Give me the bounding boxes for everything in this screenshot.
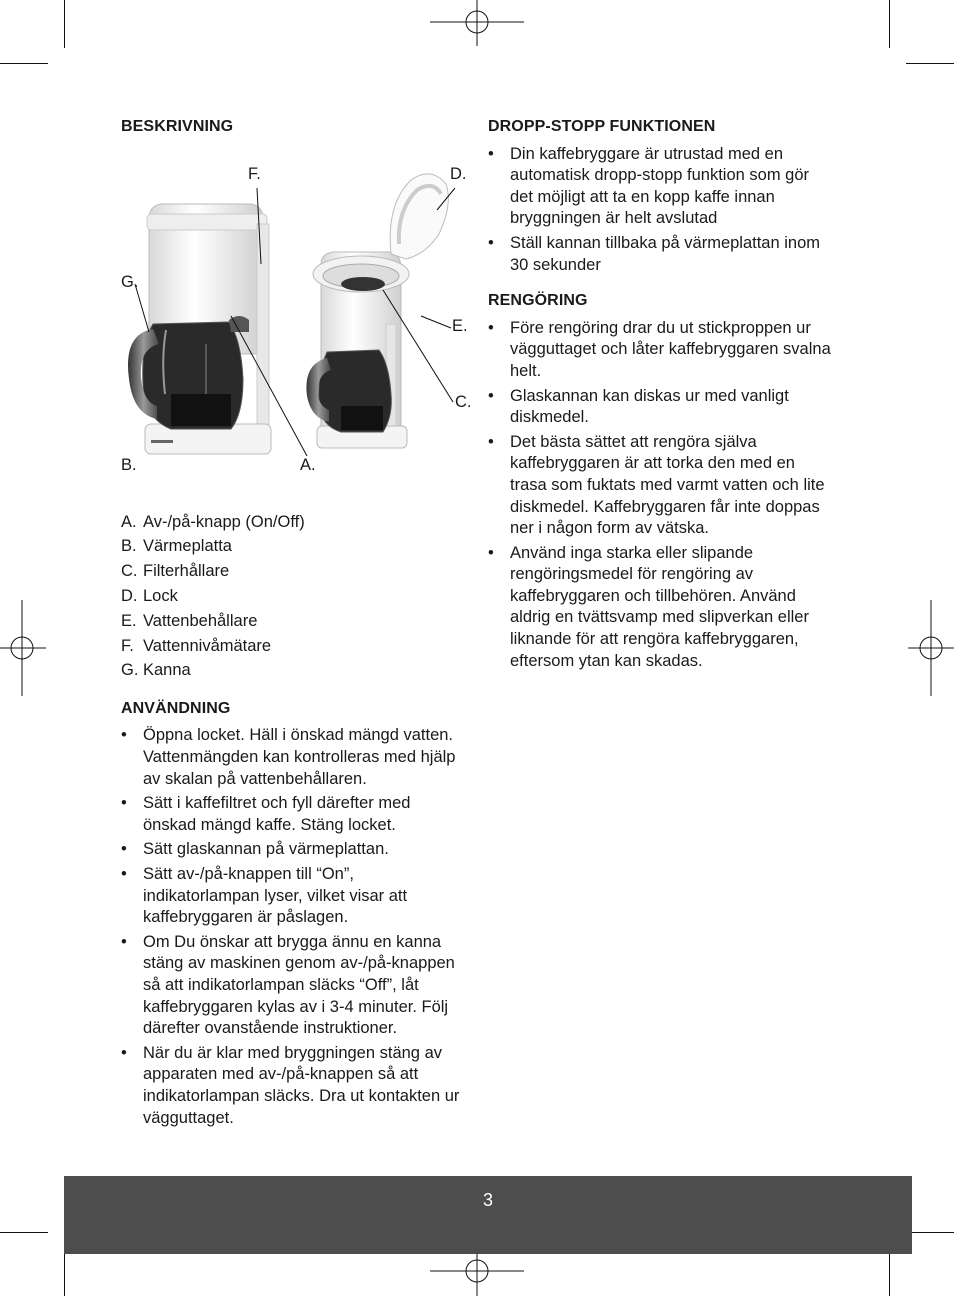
list-item: • Det bästa sättet att rengöra själva kaffebryggaren är att torka den med en trasa som fuktats med varmt vatten och lite diskmedel. Kaffebryggaren får inte doppas ner i någon form av vätska. xyxy=(488,432,825,538)
usage-heading: ANVÄNDNING xyxy=(121,699,231,717)
bullet-icon: • xyxy=(121,1043,127,1062)
registration-mark-icon xyxy=(0,600,48,696)
list-item: B. Värmeplatta xyxy=(121,537,232,556)
parts-list xyxy=(121,512,466,682)
list-item: • Före rengöring drar du ut stickproppen ur vägguttaget och låter kaffebryggaren svalna helt. xyxy=(488,318,831,380)
callout-B: B. xyxy=(121,455,137,474)
page-number: 3 xyxy=(482,1190,493,1210)
crop-mark xyxy=(64,1248,65,1296)
coffee-maker-figure xyxy=(121,144,471,484)
drip-stop-heading: DROPP-STOPP FUNKTIONEN xyxy=(488,118,716,135)
cleaning-heading: RENGÖRING xyxy=(488,292,588,310)
list-item: • Din kaffebryggare är utrustad med en automatisk dropp-stopp funktion som gör det möjligt att ta en kopp kaffe innan bryggningen är helt avslutad xyxy=(488,144,809,228)
callout-F: F. xyxy=(248,164,261,183)
coffee-maker-illustration xyxy=(121,144,471,484)
registration-mark-icon xyxy=(430,1250,526,1296)
list-item: • Öppna locket. Häll i önskad mängd vatten. Vattenmängden kan kontrolleras med hjälp av skalan på vattenbehållaren. xyxy=(121,726,456,788)
list-item: • Glaskannan kan diskas ur med vanligt diskmedel. xyxy=(488,386,789,427)
registration-mark-icon xyxy=(430,0,526,48)
callout-A: A. xyxy=(300,455,316,474)
crop-mark xyxy=(889,0,890,48)
crop-mark xyxy=(0,63,48,64)
callout-C: C. xyxy=(455,392,472,411)
callout-G: G. xyxy=(121,272,139,291)
list-item: G. Kanna xyxy=(121,661,191,680)
usage-list xyxy=(121,725,466,1129)
leader-line-E xyxy=(421,316,451,328)
crop-mark xyxy=(64,0,65,48)
crop-mark xyxy=(906,1232,954,1233)
bullet-icon: • xyxy=(121,865,127,884)
crop-mark xyxy=(889,1248,890,1296)
usage-section xyxy=(121,698,466,1129)
list-item: • När du är klar med bryggningen stäng av apparaten med av-/på-knappen så att indikatorlampan släcks. Dra ut kontakten ur vägguttaget. xyxy=(121,1043,460,1127)
right-column xyxy=(488,116,833,686)
bullet-icon: • xyxy=(488,318,494,337)
drip-stop-list xyxy=(488,144,833,277)
bullet-icon: • xyxy=(488,432,494,451)
list-item: D. Lock xyxy=(121,586,178,605)
bullet-icon: • xyxy=(121,726,127,745)
bullet-icon: • xyxy=(488,386,494,405)
callout-E: E. xyxy=(452,316,468,335)
list-item: F. Vattennivåmätare xyxy=(121,636,272,655)
description-heading: BESKRIVNING xyxy=(121,118,234,135)
list-item: A. Av-/på-knapp (On/Off) xyxy=(121,512,305,531)
list-item: • Använd inga starka eller slipande rengöringsmedel för rengöring av kaffebryggaren och tillbehören. Använd aldrig en tvättsvamp med slipverkan eller liknande för att rengöra kaffebryggaren, eftersom ytan kan skadas. xyxy=(488,543,809,670)
bullet-icon: • xyxy=(488,233,494,252)
cleaning-list xyxy=(488,318,833,673)
callout-D: D. xyxy=(450,164,467,183)
list-item: • Sätt av-/på-knappen till “On”, indikatorlampan lyser, vilket visar att kaffebryggaren är påslagen. xyxy=(121,865,408,927)
cleaning-section xyxy=(488,290,833,672)
list-item: • Sätt i kaffefiltret och fyll därefter med önskad mängd kaffe. Stäng locket. xyxy=(121,794,411,834)
crop-mark xyxy=(0,1232,48,1233)
list-item: • Om Du önskar att brygga ännu en kanna stäng av maskinen genom av-/på-knappen så att indikatorlampan släcks “Off”, låt kaffebryggaren kylas av i 3-4 minuter. Följ därefter ovanstående instruktioner. xyxy=(121,932,455,1038)
list-item: E. Vattenbehållare xyxy=(121,611,258,630)
registration-mark-icon xyxy=(906,600,954,696)
left-column xyxy=(121,116,472,1143)
list-item: • Sätt glaskannan på värmeplattan. xyxy=(121,839,466,861)
bullet-icon: • xyxy=(121,840,127,859)
bullet-icon: • xyxy=(121,794,127,813)
bullet-icon: • xyxy=(488,543,494,562)
list-item: C. Filterhållare xyxy=(121,562,230,581)
page-footer xyxy=(64,1176,912,1254)
crop-mark xyxy=(906,63,954,64)
list-item: • Ställ kannan tillbaka på värmeplattan inom 30 sekunder xyxy=(488,233,821,274)
bullet-icon: • xyxy=(121,932,127,951)
drip-stop-section xyxy=(488,116,833,276)
bullet-icon: • xyxy=(488,144,494,163)
